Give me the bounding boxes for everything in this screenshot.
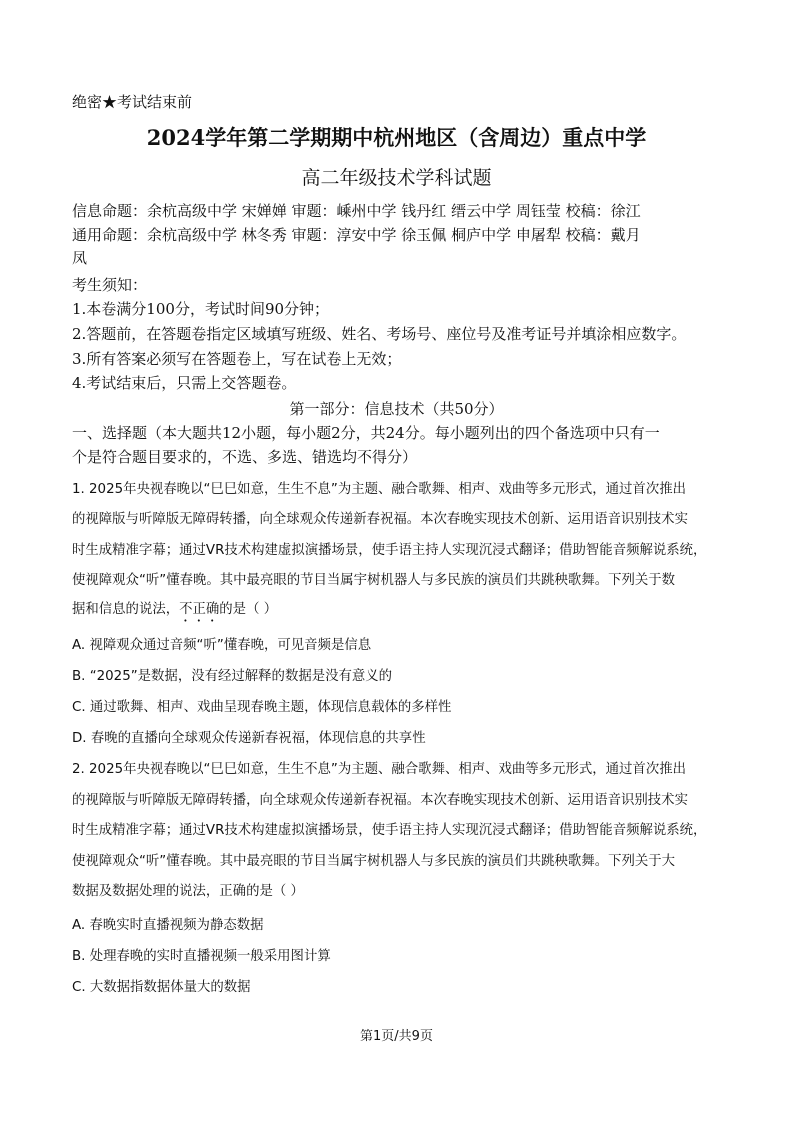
question-1-option-a: A. 视障观众通过音频“听”懂春晚，可见音频是信息 xyxy=(72,638,372,653)
exam-title: 2024学年第二学期期中杭州地区（含周边）重点中学 xyxy=(146,125,647,150)
page-number: 第1页/共9页 xyxy=(360,1029,433,1044)
question-2-text: 使视障观众“听”懂春晚。其中最亮眼的节目当属宇树机器人与多民族的演员们共跳秧歌舞。下列关于大 xyxy=(72,854,676,869)
question-1-text: 的视障版与听障版无障碍转播，向全球观众传递新春祝福。本次春晚实现技术创新、运用语音识别技术实 xyxy=(72,512,688,527)
question-2-option-c: C. 大数据指数据体量大的数据 xyxy=(72,980,251,995)
question-1-stem-prefix: 据和信息的说法， xyxy=(72,602,180,617)
question-1-stem xyxy=(72,598,277,625)
question-2-option-a: A. 春晚实时直播视频为静态数据 xyxy=(72,918,264,933)
question-1-option-c: C. 通过歌舞、相声、戏曲呈现春晚主题，体现信息载体的多样性 xyxy=(72,700,452,715)
notice-item: 3.所有答案必须写在答题卷上，写在试卷上无效； xyxy=(72,350,402,368)
notice-item: 1.本卷满分100分，考试时间90分钟； xyxy=(72,300,330,318)
question-1-stem-suffix: 的是（ ） xyxy=(219,602,278,617)
question-2-option-b: B. 处理春晚的实时直播视频一般采用图计算 xyxy=(72,949,331,964)
credits-general-wrap: 凤 xyxy=(72,249,88,267)
question-2-text: 的视障版与听障版无障碍转播，向全球观众传递新春祝福。本次春晚实现技术创新、运用语音识别技术实 xyxy=(72,793,688,808)
part-instructions-wrap: 个是符合题目要求的，不选、多选、错选均不得分） xyxy=(72,448,418,466)
question-1-text: 1. 2025年央视春晚以“巳巳如意，生生不息”为主题、融合歌舞、相声、戏曲等多元形式，通过首次推出 xyxy=(72,482,686,497)
section-title: 第一部分：信息技术（共50分） xyxy=(289,400,504,418)
question-1-option-d: D. 春晚的直播向全球观众传递新春祝福，体现信息的共享性 xyxy=(72,731,426,746)
emphasis-not-correct: 不正确 xyxy=(179,602,220,617)
credits-general: 通用命题：余杭高级中学 林冬秀 审题：淳安中学 徐玉佩 桐庐中学 申屠犁 校稿：戴月 xyxy=(72,226,641,244)
question-1-text: 时生成精准字幕；通过VR技术构建虚拟演播场景，使手语主持人实现沉浸式翻译；借助智能音频解说系统， xyxy=(72,543,707,558)
question-2-text: 2. 2025年央视春晚以“巳巳如意，生生不息”为主题、融合歌舞、相声、戏曲等多元形式，通过首次推出 xyxy=(72,762,686,777)
part-instructions: 一、选择题（本大题共12小题，每小题2分，共24分。每小题列出的四个备选项中只有一 xyxy=(72,424,660,442)
exam-subtitle: 高二年级技术学科试题 xyxy=(301,167,492,189)
notice-item: 4.考试结束后，只需上交答题卷。 xyxy=(72,374,297,392)
question-1-option-b: B. “2025”是数据，没有经过解释的数据是没有意义的 xyxy=(72,669,393,684)
credits-info: 信息命题：余杭高级中学 宋婵婵 审题：嵊州中学 钱丹红 缙云中学 周钰莹 校稿：徐江 xyxy=(72,202,641,220)
notice-item: 2.答题前，在答题卷指定区域填写班级、姓名、考场号、座位号及准考证号并填涂相应数字。 xyxy=(72,325,687,343)
question-1-text: 使视障观众“听”懂春晚。其中最亮眼的节目当属宇树机器人与多民族的演员们共跳秧歌舞。下列关于数 xyxy=(72,573,676,588)
question-2-stem: 数据及数据处理的说法，正确的是（ ） xyxy=(72,884,304,899)
confidential-label: 绝密★考试结束前 xyxy=(72,93,193,111)
notice-heading: 考生须知： xyxy=(72,276,148,294)
question-2-text: 时生成精准字幕；通过VR技术构建虚拟演播场景，使手语主持人实现沉浸式翻译；借助智能音频解说系统， xyxy=(72,823,707,838)
